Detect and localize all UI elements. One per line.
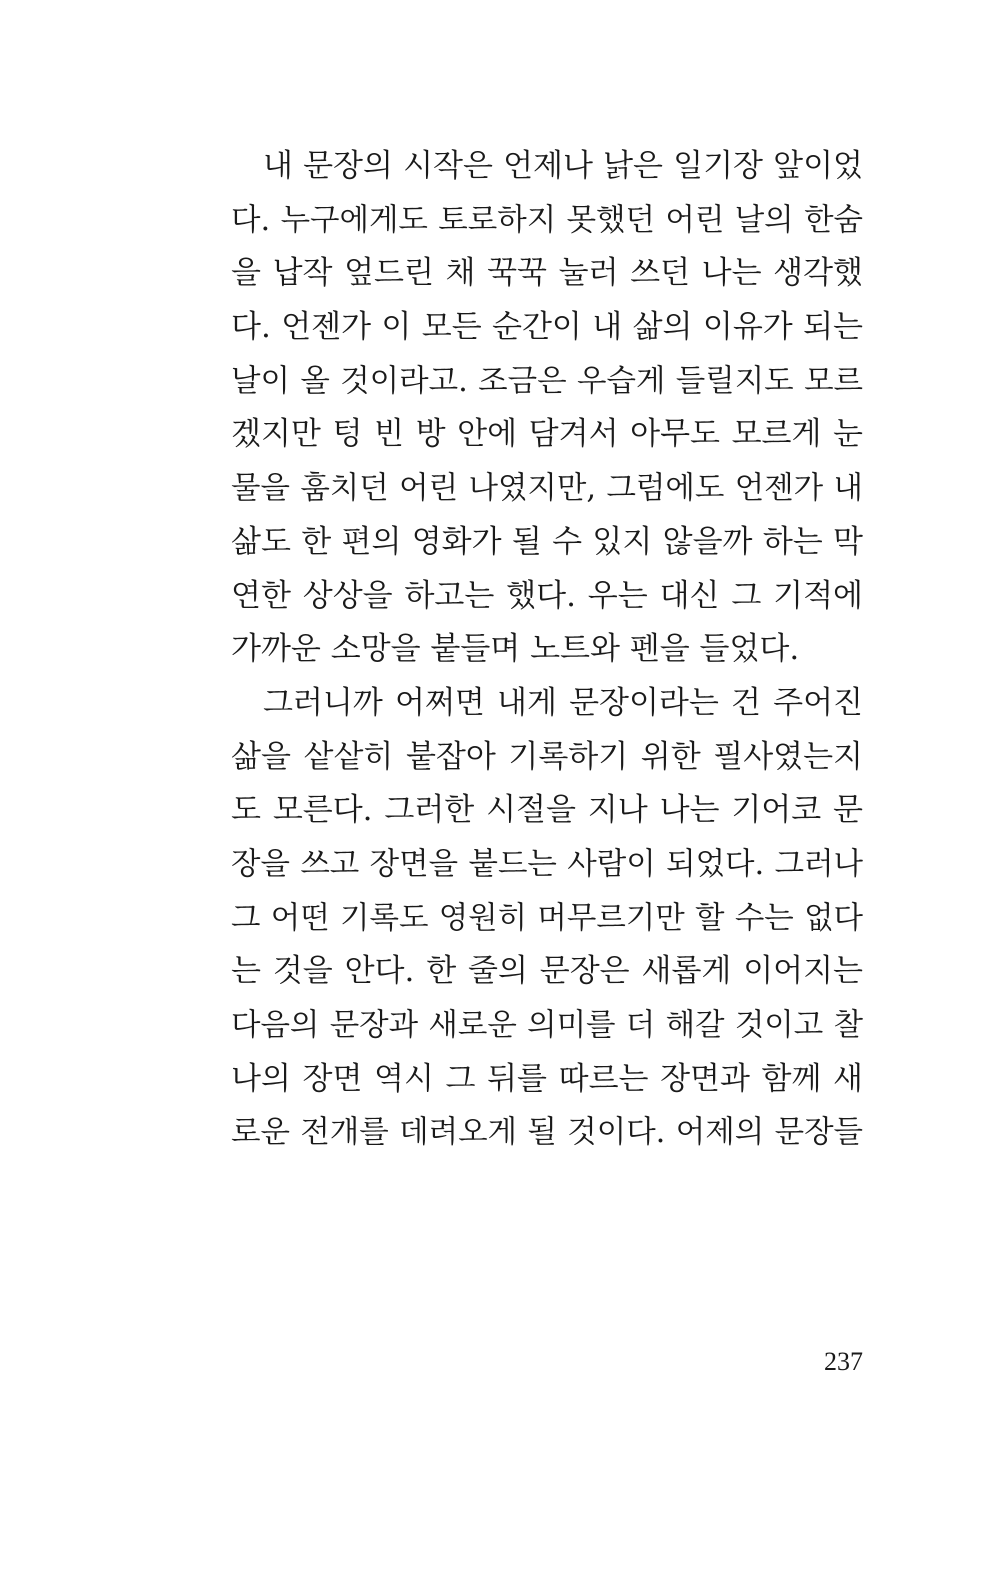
text-line: 삶을 샅샅히 붙잡아 기록하기 위한 필사였는지: [231, 738, 863, 775]
text-line: 물을 훔치던 어린 나였지만, 그럼에도 언젠가 내: [231, 471, 863, 507]
text-line: 다. 누구에게도 토로하지 못했던 어린 날의 한숨: [231, 202, 863, 238]
text-line: 내 문장의 시작은 언제나 낡은 일기장 앞이었: [263, 148, 863, 184]
text-line: 그 어떤 기록도 영원히 머무르기만 할 수는 없다: [231, 900, 863, 936]
text-line: 날이 올 것이라고. 조금은 우습게 들릴지도 모르: [231, 363, 863, 399]
text-line: 삶도 한 편의 영화가 될 수 있지 않을까 하는 막: [231, 523, 863, 560]
page-number: 237: [824, 1347, 863, 1376]
text-line: 다음의 문장과 새로운 의미를 더 해갈 것이고 찰: [231, 1008, 863, 1043]
text-line: 나의 장면 역시 그 뒤를 따르는 장면과 함께 새: [231, 1060, 863, 1097]
text-line: 다. 언젠가 이 모든 순간이 내 삶의 이유가 되는: [231, 309, 863, 346]
text-line: 겠지만 텅 빈 방 안에 담겨서 아무도 모르게 눈: [231, 416, 863, 453]
text-line: 가까운 소망을 붙들며 노트와 펜을 들었다.: [231, 631, 800, 668]
body-text: [231, 140, 863, 1160]
paragraph-1: [231, 140, 863, 677]
text-line: 을 납작 엎드린 채 꾹꾹 눌러 쓰던 나는 생각했: [231, 255, 863, 292]
text-line: 로운 전개를 데려오게 될 것이다. 어제의 문장들: [231, 1115, 863, 1151]
text-line: 는 것을 안다. 한 줄의 문장은 새롭게 이어지는: [231, 953, 863, 990]
text-line: 연한 상상을 하고는 했다. 우는 대신 그 기적에: [231, 577, 863, 614]
text-line: 장을 쓰고 장면을 붙드는 사람이 되었다. 그러나: [231, 846, 863, 882]
text-line: 도 모른다. 그러한 시절을 지나 나는 기어코 문: [231, 792, 863, 829]
text-line: 그러니까 어쩌면 내게 문장이라는 건 주어진: [263, 684, 863, 721]
paragraph-2: [231, 677, 863, 1160]
